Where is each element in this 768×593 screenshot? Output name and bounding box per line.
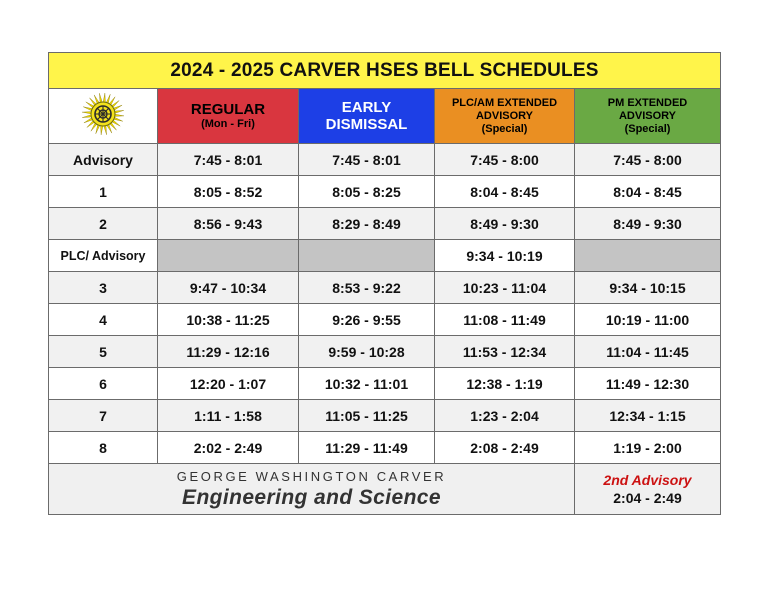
plc-title-line1: PLC/AM EXTENDED [451,96,558,109]
title-row [49,53,721,89]
period-time-cell: 10:38 - 11:25 [158,304,299,336]
second-advisory-time: 2:04 - 2:49 [613,490,682,506]
school-name-line2: Engineering and Science [182,485,441,509]
bell-schedule-table [48,52,721,515]
period-label: 6 [49,368,158,400]
period-time-cell [158,240,299,272]
period-label: 8 [49,432,158,464]
period-time-cell: 10:32 - 11:01 [299,368,435,400]
period-time-cell: 11:49 - 12:30 [575,368,721,400]
period-time-cell: 1:11 - 1:58 [158,400,299,432]
period-time-cell: 9:47 - 10:34 [158,272,299,304]
period-time-cell: 8:04 - 8:45 [575,176,721,208]
period-label: 3 [49,272,158,304]
period-time-cell: 11:08 - 11:49 [435,304,575,336]
period-label: 4 [49,304,158,336]
logo-cell [49,89,158,144]
pm-title-line3: (Special) [624,122,671,135]
period-label: 2 [49,208,158,240]
regular-subtitle: (Mon - Fri) [201,118,255,130]
period-time-cell: 11:29 - 12:16 [158,336,299,368]
period-label: Advisory [49,144,158,176]
period-time-cell: 12:20 - 1:07 [158,368,299,400]
schedule-row [49,176,721,208]
period-time-cell: 7:45 - 8:01 [299,144,435,176]
sun-gear-icon [77,91,129,137]
second-advisory-label: 2nd Advisory [603,472,692,488]
period-time-cell: 8:56 - 9:43 [158,208,299,240]
period-time-cell: 8:53 - 9:22 [299,272,435,304]
second-advisory-cell [575,464,721,515]
period-time-cell: 8:49 - 9:30 [435,208,575,240]
plc-title-line2: ADVISORY [475,109,534,122]
early-title-line1: EARLY [341,99,392,116]
period-time-cell: 11:04 - 11:45 [575,336,721,368]
period-time-cell: 11:29 - 11:49 [299,432,435,464]
period-time-cell: 9:34 - 10:15 [575,272,721,304]
period-time-cell [575,240,721,272]
school-name-line1: GEORGE WASHINGTON CARVER [176,468,447,484]
period-time-cell: 12:38 - 1:19 [435,368,575,400]
period-label: 7 [49,400,158,432]
schedule-title: 2024 - 2025 CARVER HSES BELL SCHEDULES [49,53,721,89]
period-time-cell: 7:45 - 8:00 [435,144,575,176]
period-time-cell: 9:59 - 10:28 [299,336,435,368]
schedule-row [49,368,721,400]
footer-row [49,464,721,515]
pm-title-line2: ADVISORY [618,109,677,122]
period-time-cell: 10:19 - 11:00 [575,304,721,336]
schedule-row [49,336,721,368]
schedule-row [49,208,721,240]
period-time-cell: 8:05 - 8:52 [158,176,299,208]
regular-title: REGULAR [190,101,266,118]
period-time-cell: 7:45 - 8:01 [158,144,299,176]
period-time-cell: 8:29 - 8:49 [299,208,435,240]
period-time-cell: 10:23 - 11:04 [435,272,575,304]
column-header-plc-am-extended [435,89,575,144]
schedule-row [49,432,721,464]
period-time-cell: 11:05 - 11:25 [299,400,435,432]
period-time-cell: 9:34 - 10:19 [435,240,575,272]
column-header-pm-extended [575,89,721,144]
schedule-row [49,272,721,304]
period-time-cell: 2:02 - 2:49 [158,432,299,464]
school-name-cell [49,464,575,515]
period-time-cell: 12:34 - 1:15 [575,400,721,432]
header-row [49,89,721,144]
period-label: 5 [49,336,158,368]
period-time-cell: 7:45 - 8:00 [575,144,721,176]
plc-title-line3: (Special) [481,122,528,135]
schedule-row [49,400,721,432]
period-time-cell: 11:53 - 12:34 [435,336,575,368]
period-label: 1 [49,176,158,208]
period-time-cell: 8:49 - 9:30 [575,208,721,240]
column-header-early-dismissal [299,89,435,144]
schedule-row [49,144,721,176]
period-time-cell: 1:23 - 2:04 [435,400,575,432]
period-time-cell: 1:19 - 2:00 [575,432,721,464]
period-time-cell [299,240,435,272]
period-label: PLC/ Advisory [49,240,158,272]
period-time-cell: 8:04 - 8:45 [435,176,575,208]
schedule-row [49,240,721,272]
schedule-rows [49,144,721,464]
pm-title-line1: PM EXTENDED [607,96,688,109]
schedule-row [49,304,721,336]
period-time-cell: 9:26 - 9:55 [299,304,435,336]
column-header-regular [158,89,299,144]
period-time-cell: 8:05 - 8:25 [299,176,435,208]
period-time-cell: 2:08 - 2:49 [435,432,575,464]
early-title-line2: DISMISSAL [325,116,408,133]
